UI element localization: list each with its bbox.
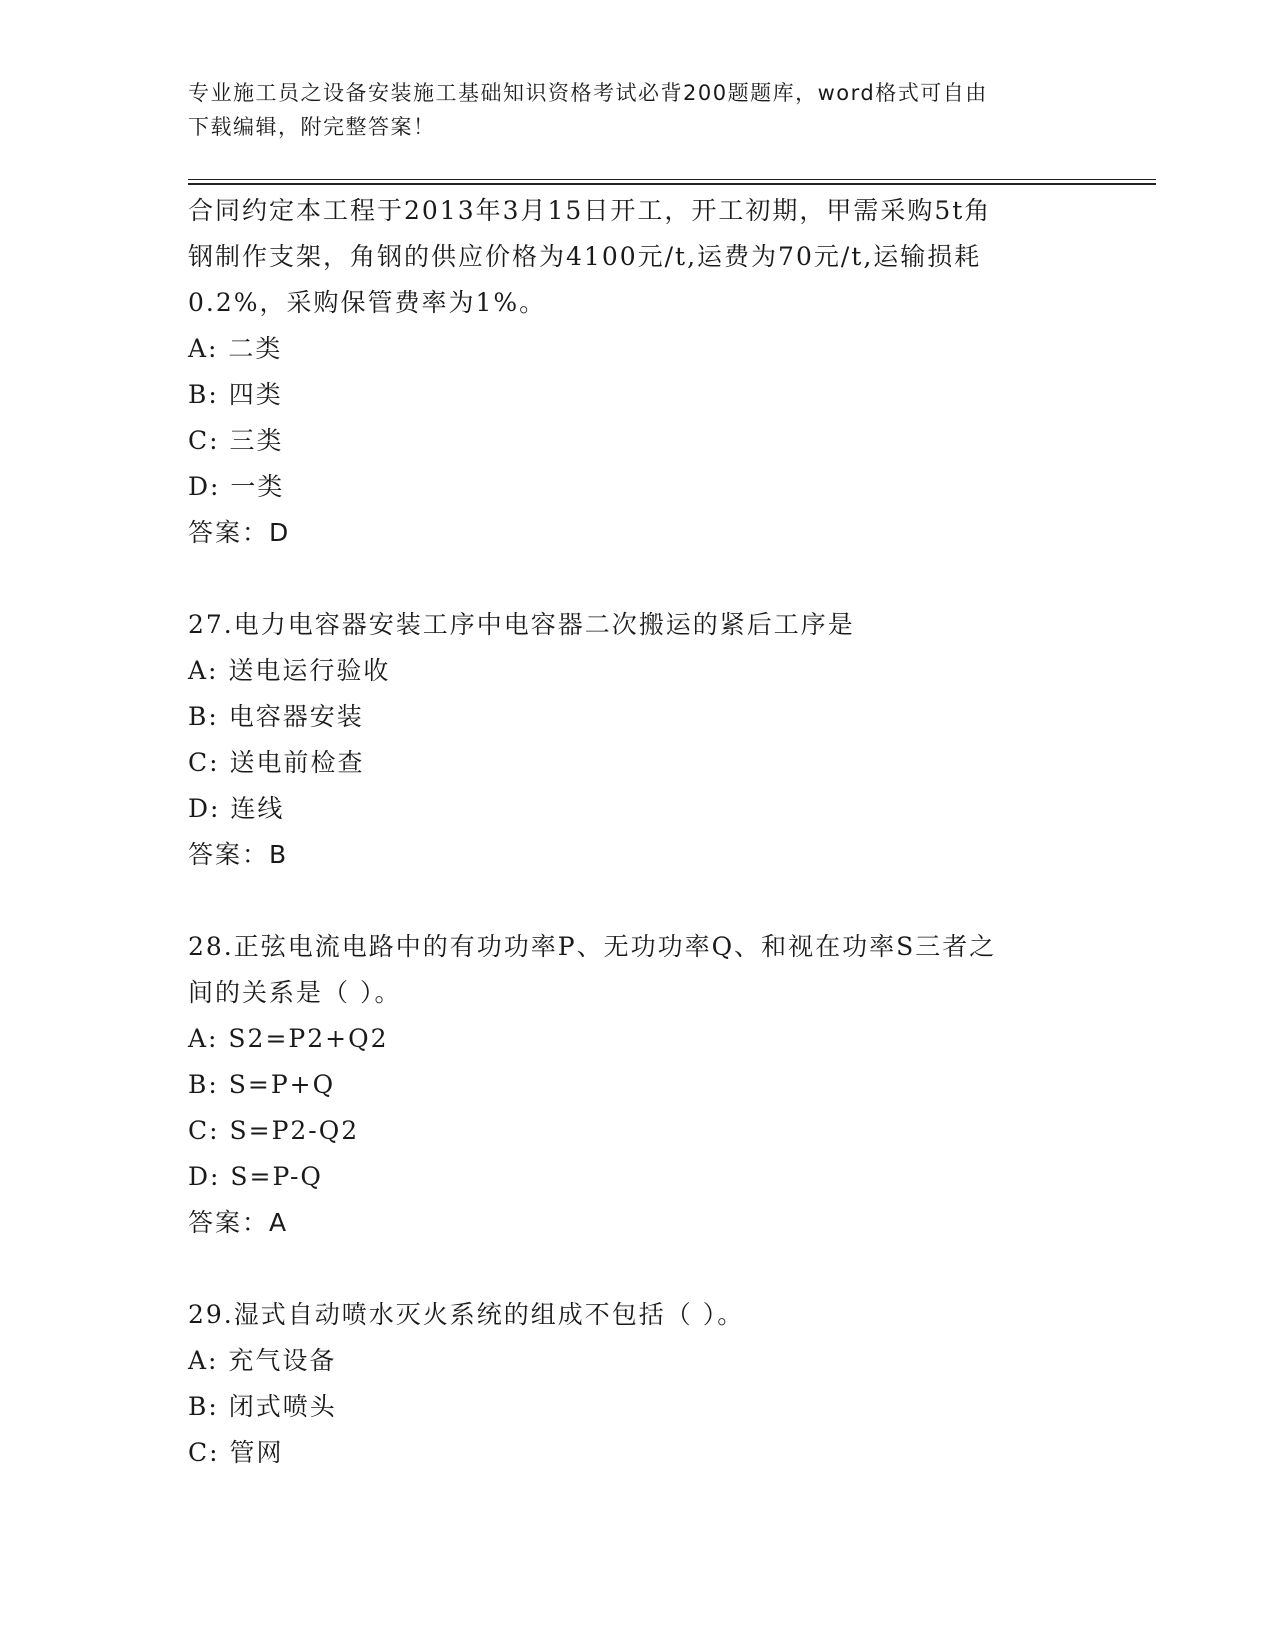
option-c: C: S=P2-Q2 bbox=[188, 1116, 360, 1145]
option-b: B: 闭式喷头 bbox=[188, 1392, 337, 1421]
question-stem-line: 合同约定本工程于2013年3月15日开工，开工初期，甲需采购5t角 bbox=[188, 196, 992, 225]
question-26 bbox=[188, 188, 1088, 556]
header-rule-thick bbox=[188, 183, 1156, 185]
option-b: B: 电容器安装 bbox=[188, 702, 364, 731]
header-rule-thin bbox=[188, 179, 1156, 180]
question-stem-line: 29.湿式自动喷水灭火系统的组成不包括（ ）。 bbox=[188, 1300, 745, 1329]
document-header bbox=[188, 76, 1088, 144]
spacer bbox=[188, 1246, 1088, 1292]
option-a: A: S2=P2+Q2 bbox=[188, 1024, 389, 1053]
question-stem-line: 27.电力电容器安装工序中电容器二次搬运的紧后工序是 bbox=[188, 610, 855, 639]
question-list bbox=[188, 188, 1088, 1476]
option-d: D: 连线 bbox=[188, 794, 285, 823]
question-27 bbox=[188, 602, 1088, 878]
answer-line: 答案：A bbox=[188, 1208, 289, 1237]
header-line-2: 下载编辑，附完整答案！ bbox=[188, 115, 436, 139]
answer-line: 答案：D bbox=[188, 518, 291, 547]
spacer bbox=[188, 878, 1088, 924]
option-b: B: S=P+Q bbox=[188, 1070, 336, 1099]
header-line-1: 专业施工员之设备安装施工基础知识资格考试必背200题题库，word格式可自由 bbox=[188, 81, 988, 105]
question-28 bbox=[188, 924, 1088, 1246]
option-c: C: 三类 bbox=[188, 426, 284, 455]
option-c: C: 管网 bbox=[188, 1438, 284, 1467]
question-stem-line: 钢制作支架，角钢的供应价格为4100元/t,运费为70元/t,运输损耗 bbox=[188, 242, 982, 271]
option-d: D: S=P-Q bbox=[188, 1162, 323, 1191]
option-a: A: 充气设备 bbox=[188, 1346, 337, 1375]
option-b: B: 四类 bbox=[188, 380, 283, 409]
answer-line: 答案：B bbox=[188, 840, 289, 869]
question-29 bbox=[188, 1292, 1088, 1476]
question-stem-line: 间的关系是（ ）。 bbox=[188, 978, 402, 1007]
option-a: A: 二类 bbox=[188, 334, 283, 363]
question-stem-line: 28.正弦电流电路中的有功功率P、无功功率Q、和视在功率S三者之 bbox=[188, 932, 997, 961]
spacer bbox=[188, 556, 1088, 602]
option-a: A: 送电运行验收 bbox=[188, 656, 391, 685]
question-stem-line: 0.2%，采购保管费率为1%。 bbox=[188, 288, 547, 317]
option-d: D: 一类 bbox=[188, 472, 285, 501]
option-c: C: 送电前检查 bbox=[188, 748, 365, 777]
